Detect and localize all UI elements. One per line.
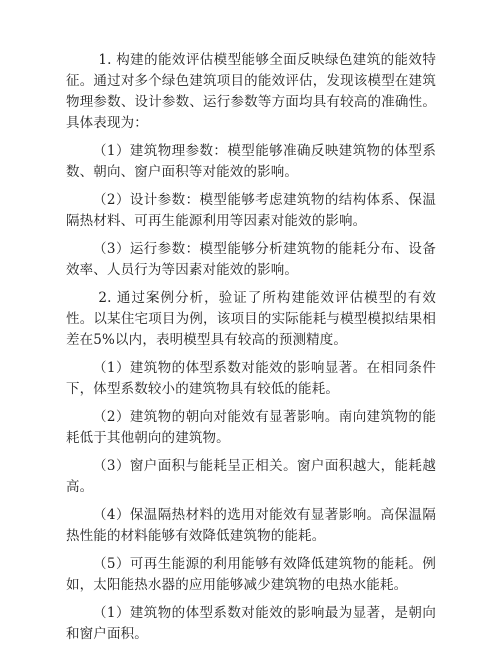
- paragraph-insulation: （4）保温隔热材料的选用对能效有显著影响。高保温隔热性能的材料能够有效降低建筑物的能耗。: [66, 507, 436, 544]
- document-body: [66, 50, 436, 652]
- paragraph-renewable-energy: （5）可再生能源的利用能够有效降低建筑物的能耗。例如，太阳能热水器的应用能够减少建筑物的电热水能耗。: [66, 556, 436, 593]
- paragraph-physical-params: （1）建筑物理参数：模型能够准确反映建筑物的体型系数、朝向、窗户面积等对能效的影响。: [66, 143, 436, 180]
- paragraph-window-area: （3）窗户面积与能耗呈正相关。窗户面积越大，能耗越高。: [66, 458, 436, 495]
- paragraph-orientation: （2）建筑物的朝向对能效有显著影响。南向建筑物的能耗低于其他朝向的建筑物。: [66, 409, 436, 446]
- paragraph-operation-params: （3）运行参数：模型能够分析建筑物的能耗分布、设备效率、人员行为等因素对能效的影响。: [66, 241, 436, 278]
- paragraph-summary: （1）建筑物的体型系数对能效的影响最为显著，是朝向和窗户面积。: [66, 605, 436, 642]
- paragraph-conclusion-1: 1. 构建的能效评估模型能够全面反映绿色建筑的能效特征。通过对多个绿色建筑项目的能效评估，发现该模型在建筑物理参数、设计参数、运行参数等方面均具有较高的准确性。具体表现为：: [66, 52, 436, 131]
- paragraph-shape-coefficient: （1）建筑物的体型系数对能效的影响显著。在相同条件下，体型系数较小的建筑物具有较低的能耗。: [66, 360, 436, 397]
- paragraph-design-params: （2）设计参数：模型能够考虑建筑物的结构体系、保温隔热材料、可再生能源利用等因素对能效的影响。: [66, 192, 436, 229]
- paragraph-conclusion-2: 2. 通过案例分析，验证了所构建能效评估模型的有效性。以某住宅项目为例，该项目的实际能耗与模型模拟结果相差在5%以内，表明模型具有较高的预测精度。: [66, 290, 436, 348]
